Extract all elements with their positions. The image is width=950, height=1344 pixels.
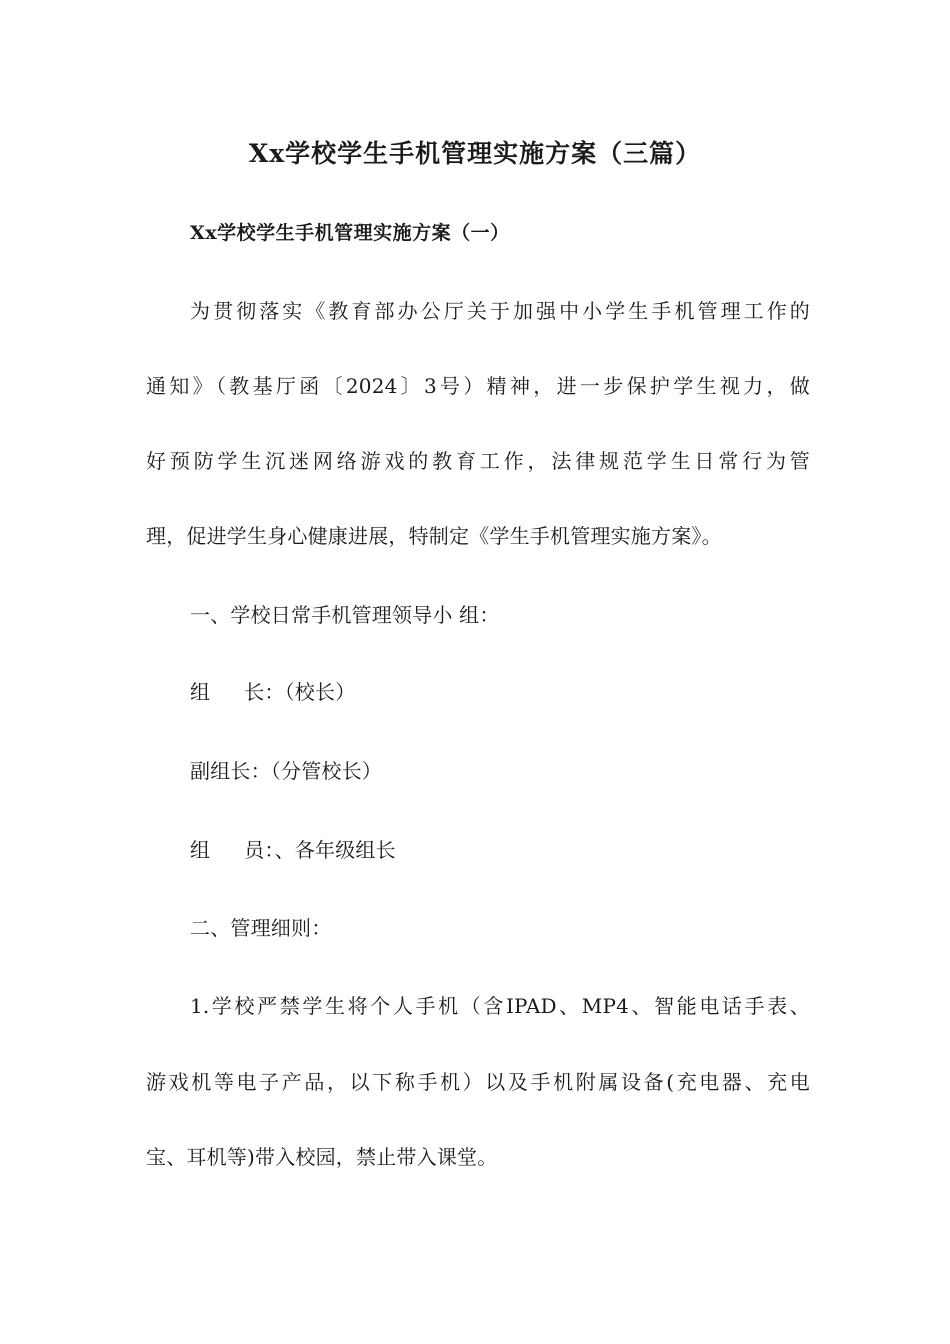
- intro-line-1: 为贯彻落实《教育部办公厅关于加强中小学生手机管理工作的: [190, 299, 810, 323]
- member-label-first-char: 组: [190, 838, 211, 862]
- intro-line-2: 通知》（教基厅函〔2024〕3号）精神，进一步保护学生视力，做: [146, 374, 810, 398]
- intro-line-3: 好预防学生沉迷网络游戏的教育工作，法律规范学生日常行为管: [146, 449, 810, 473]
- document-title: Xx学校学生手机管理实施方案（三篇）: [248, 139, 702, 168]
- part-one-heading: 一、学校日常手机管理领导小 组：: [190, 603, 500, 627]
- intro-line-4: 理，促进学生身心健康进展，特制定《学生手机管理实施方案》。: [146, 524, 722, 548]
- part-two-heading: 二、管理细则：: [190, 916, 332, 940]
- leader-line: [190, 677, 810, 707]
- member-label-rest: 员：、各年级组长: [244, 838, 396, 862]
- rule-1-line-1: 1.学校严禁学生将个人手机（含IPAD、MP4、智能电话手表、: [190, 994, 810, 1018]
- member-line: [190, 835, 810, 865]
- section-heading: Xx学校学生手机管理实施方案（一）: [190, 222, 510, 244]
- leader-label-first-char: 组: [190, 680, 211, 704]
- rule-1-line-2: 游戏机等电子产品，以下称手机）以及手机附属设备(充电器、充电: [146, 1070, 810, 1094]
- leader-label-rest: 长：（校长）: [244, 680, 356, 704]
- rule-1-line-3: 宝、耳机等)带入校园，禁止带入课堂。: [146, 1145, 498, 1169]
- deputy-leader-line: 副组长：（分管校长）: [190, 759, 382, 783]
